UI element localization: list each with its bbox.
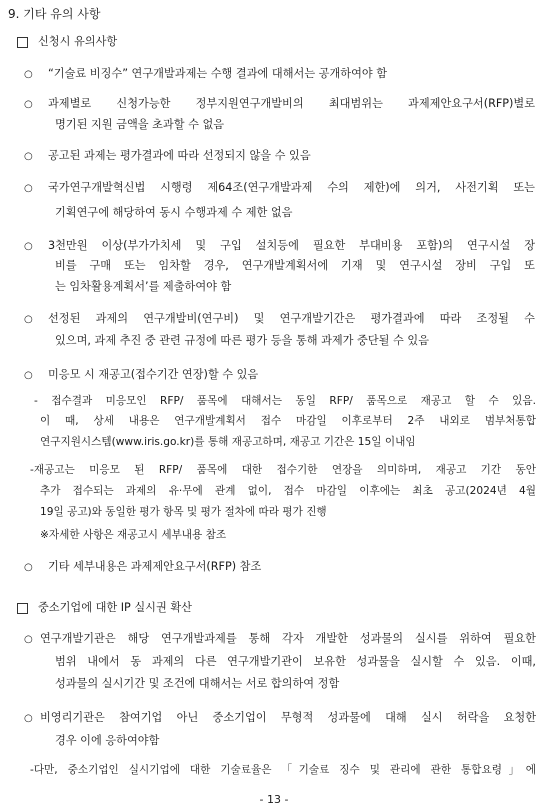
list-item: 공고된 과제는 평가결과에 따라 선정되지 않을 수 있음 xyxy=(48,149,311,162)
section-heading: 9. 기타 유의 사항 xyxy=(8,7,101,21)
circle-bullet-icon: ○ xyxy=(24,314,33,325)
list-item: 연구개발기관은 해당 연구개발과제를 통해 각자 개발한 성과물의 실시를 위하여 필요한 xyxy=(40,632,536,645)
subsection-title: 중소기업에 대한 IP 실시권 확산 xyxy=(38,601,192,614)
circle-bullet-icon: ○ xyxy=(24,151,33,162)
list-item: 3천만원 이상(부가가치세 및 구입 설치등에 필요한 부대비용 포함)의 연구시설 장 xyxy=(48,239,535,252)
list-item-cont: 명기된 지원 금액을 초과할 수 없음 xyxy=(55,118,225,131)
dash-item: - 접수결과 미응모인 RFP/ 품목에 대해서는 동일 RFP/ 품목으로 재공고 할 수 있음. xyxy=(34,395,536,407)
list-item-cont: 있으며, 과제 추진 중 관련 규정에 따른 평가 등을 통해 과제가 중단될 수 있음 xyxy=(55,334,430,347)
circle-bullet-icon: ○ xyxy=(24,713,33,724)
circle-bullet-icon: ○ xyxy=(24,99,33,110)
circle-bullet-icon: ○ xyxy=(24,69,33,80)
list-item-cont: 기획연구에 해당하여 동시 수행과제 수 제한 없음 xyxy=(55,206,293,219)
circle-bullet-icon: ○ xyxy=(24,241,33,252)
circle-bullet-icon: ○ xyxy=(24,634,33,645)
list-item: 기타 세부내용은 과제제안요구서(RFP) 참조 xyxy=(48,560,262,573)
dash-item-cont: 추가 접수되는 과제의 유·무에 관계 없이, 접수 마감일 이후에는 최초 공고(2024년 4월 xyxy=(40,485,536,497)
list-item: 과제별로 신청가능한 정부지원연구개발비의 최대범위는 과제제안요구서(RFP)별로 xyxy=(48,97,535,110)
circle-bullet-icon: ○ xyxy=(24,183,33,194)
subsection-title: 신청시 유의사항 xyxy=(38,35,118,48)
list-item: 미응모 시 재공고(접수기간 연장)할 수 있음 xyxy=(48,368,259,381)
note-text: ※자세한 사항은 재공고시 세부내용 참조 xyxy=(40,529,227,541)
list-item: 선정된 과제의 연구개발비(연구비) 및 연구개발기간은 평가결과에 따라 조정될 수 xyxy=(48,312,535,325)
list-item-cont: 성과물의 실시기간 및 조건에 대해서는 서로 합의하여 정함 xyxy=(55,677,340,690)
circle-bullet-icon: ○ xyxy=(24,562,33,573)
list-item-cont: 는 임차활용계획서’를 제출하여야 함 xyxy=(55,280,232,293)
list-item-cont: 경우 이에 응하여야함 xyxy=(55,734,160,747)
dash-item-cont: 연구지원시스템(www.iris.go.kr)를 통해 재공고하며, 재공고 기간은 15일 이내임 xyxy=(40,436,416,448)
list-item: “기술료 비징수” 연구개발과제는 수행 결과에 대해서는 공개하여야 함 xyxy=(48,67,388,80)
list-item: 국가연구개발혁신법 시행령 제64조(연구개발과제 수의 제한)에 의거, 사전기획 또는 xyxy=(48,181,535,194)
dash-item-cont: 이 때, 상세 내용은 연구개발계획서 접수 마감일 이후로부터 2주 내외로 범부처통합 xyxy=(40,415,536,427)
dash-item: -다만, 중소기업인 실시기업에 대한 기술료율은 「기술료 징수 및 관리에 관한 통합요령」에 xyxy=(30,764,536,776)
dash-item: -재공고는 미응모 된 RFP/ 품목에 대한 접수기한 연장을 의미하며, 재공고 기간 동안 xyxy=(30,464,536,476)
checkbox-square-icon xyxy=(17,37,28,48)
list-item-cont: 범위 내에서 동 과제의 다른 연구개발기관이 보유한 성과물을 실시할 수 있음. 이때, xyxy=(55,655,536,668)
circle-bullet-icon: ○ xyxy=(24,370,33,381)
checkbox-square-icon xyxy=(17,603,28,614)
dash-item-cont: 19일 공고)와 동일한 평가 항목 및 평가 절차에 따라 평가 진행 xyxy=(40,506,327,518)
list-item-cont: 비를 구매 또는 임차할 경우, 연구개발계획서에 기재 및 연구시설 장비 구입 또 xyxy=(55,259,535,272)
page-number: - 13 - xyxy=(259,793,289,806)
list-item: 비영리기관은 참여기업 아닌 중소기업이 무형적 성과물에 대해 실시 허락을 요청한 xyxy=(40,711,536,724)
